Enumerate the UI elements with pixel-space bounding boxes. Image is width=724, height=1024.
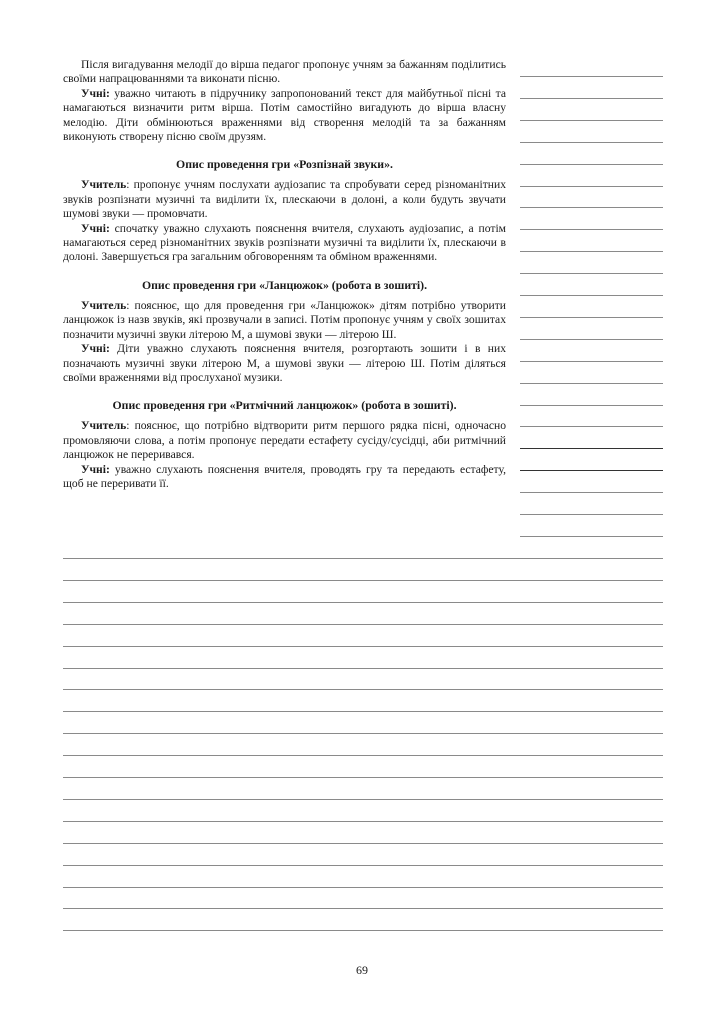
paragraph-text: уважно читають в підручнику запропонований текст для майбутньої пісні та намагаються визначити ритм вірша. Потім самостійно вигадують до вірша власну мелодію. Діти обмінюються враженнями від створення мелодій та за бажанням виконують створену пісню своїм друзям. (63, 86, 506, 144)
margin-line (520, 405, 663, 406)
margin-line (520, 207, 663, 208)
margin-line (520, 164, 663, 165)
writing-line (63, 843, 663, 844)
margin-line (520, 251, 663, 252)
paragraph-students-2 (63, 222, 506, 265)
role-label: Учитель (81, 298, 127, 312)
margin-line (520, 229, 663, 230)
margin-line (520, 536, 663, 537)
margin-line (520, 448, 663, 449)
margin-line (520, 317, 663, 318)
role-label: Учні: (81, 221, 110, 235)
page-number: 69 (356, 963, 368, 977)
margin-line (520, 273, 663, 274)
paragraph-students-3 (63, 342, 506, 385)
writing-line (63, 733, 663, 734)
main-text-column (63, 58, 506, 491)
paragraph-text: : пояснює, що потрібно відтворити ритм першого рядка пісні, одночасно промовляючи слова, а потім пропонує передати естафету сусіду/сусідці, аби ритмічний ланцюжок не переривався. (63, 419, 506, 462)
writing-line (63, 624, 663, 625)
paragraph-text: : пропонує учням послухати аудіозапис та спробувати серед різноманітних звуків розпізнати музичні та виділити їх, плескаючи в долоні, а коли будуть звучати шумові звуки — промовчати. (63, 178, 506, 221)
paragraph-intro (63, 58, 506, 87)
writing-line (63, 558, 663, 559)
section-heading-chain: Опис проведення гри «Ланцюжок» (робота в зошиті). (141, 277, 428, 292)
paragraph-students-1 (63, 87, 506, 145)
writing-line (63, 711, 663, 712)
paragraph-teacher-4 (63, 419, 506, 462)
role-label: Учитель (81, 419, 127, 433)
paragraph-students-4 (63, 463, 506, 492)
paragraph-teacher-3 (63, 299, 506, 342)
role-label: Учитель (81, 178, 127, 192)
margin-line (520, 98, 663, 99)
margin-line (520, 426, 663, 427)
margin-line (520, 186, 663, 187)
writing-line (63, 668, 663, 669)
section-heading-sound-recognition: Опис проведення гри «Розпізнай звуки». (176, 157, 393, 172)
writing-line (63, 799, 663, 800)
margin-line (520, 120, 663, 121)
paragraph-teacher-2 (63, 178, 506, 221)
paragraph-text: : пояснює, що для проведення гри «Ланцюжок» дітям потрібно утворити ланцюжок із назв звуків, які прозвучали в записі. Потім пропонує учням у своїх зошитах позначити музичні звуки літерою М, а шумові звуки — літерою Ш. (63, 298, 506, 341)
writing-line (63, 930, 663, 931)
role-label: Учні: (81, 86, 110, 100)
writing-line (63, 821, 663, 822)
margin-line (520, 76, 663, 77)
margin-line (520, 514, 663, 515)
writing-line (63, 580, 663, 581)
role-label: Учні: (81, 342, 110, 356)
writing-line (63, 908, 663, 909)
margin-line (520, 295, 663, 296)
paragraph-text: спочатку уважно слухають пояснення вчителя, слухають аудіозапис, а потім намагаються серед різноманітних звуків розпізнати музичні та виділити їх, плескаючи в долоні. Завершується гра загальним обговоренням та обміном враженнями. (63, 221, 506, 264)
role-label: Учні: (81, 462, 110, 476)
section-heading-rhythmic-chain: Опис проведення гри «Ритмічний ланцюжок» (робота в зошиті). (112, 398, 457, 413)
margin-line (520, 142, 663, 143)
paragraph-text: Після вигадування мелодії до вірша педагог пропонує учням за бажанням поділитись своїми напрацюваннями та виконати пісню. (63, 58, 506, 86)
paragraph-text: Діти уважно слухають пояснення вчителя, розгортають зошити і в них позначають музичні звуки літерою М, а шумові звуки — літерою Ш. Потім діляться своїми враженнями від прослуханої музики. (63, 342, 506, 384)
margin-line (520, 383, 663, 384)
writing-line (63, 865, 663, 866)
writing-line (63, 887, 663, 888)
writing-line (63, 689, 663, 690)
writing-line (63, 777, 663, 778)
margin-line (520, 339, 663, 340)
writing-line (63, 646, 663, 647)
writing-line (63, 602, 663, 603)
margin-line (520, 361, 663, 362)
margin-line (520, 470, 663, 471)
margin-line (520, 492, 663, 493)
writing-line (63, 755, 663, 756)
paragraph-text: уважно слухають пояснення вчителя, проводять гру та передають естафету, щоб не переривати її. (63, 462, 506, 490)
